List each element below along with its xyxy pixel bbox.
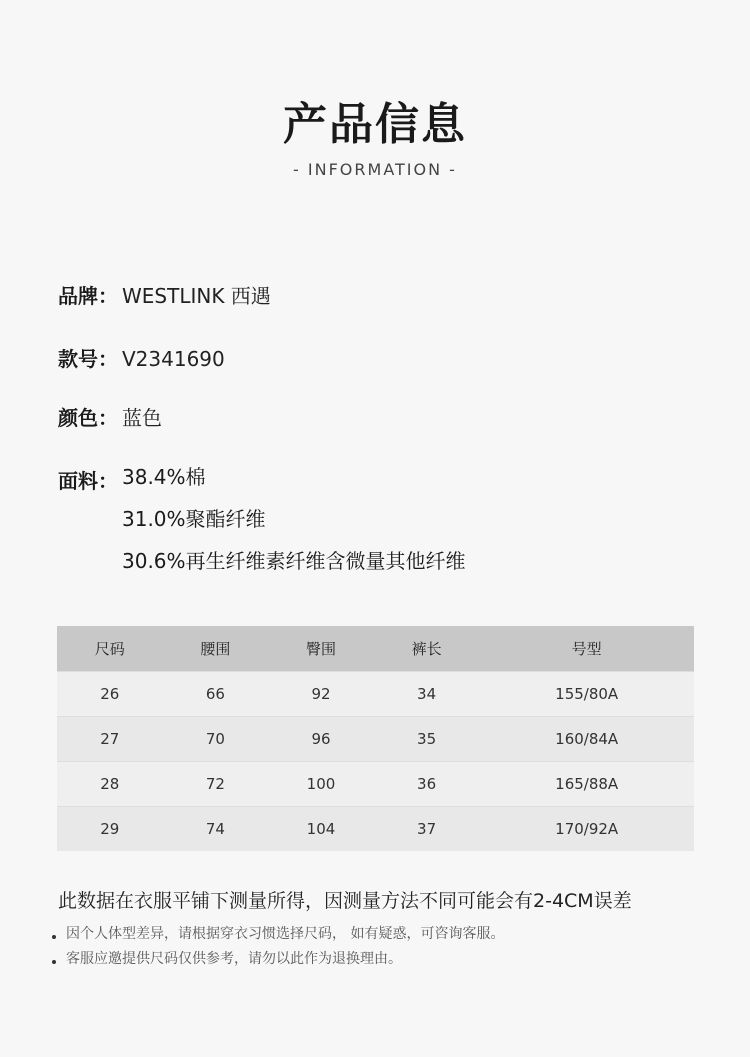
fabric-composition (122, 465, 466, 591)
column-header-hip: 臀围 (268, 626, 374, 672)
size-table-header (57, 626, 694, 672)
table-cell: 72 (163, 762, 269, 807)
table-cell: 170/92A (479, 807, 694, 852)
table-cell: 165/88A (479, 762, 694, 807)
table-cell: 70 (163, 717, 269, 762)
model-row (58, 343, 225, 372)
measurement-note: 此数据在衣服平铺下测量所得，因测量方法不同可能会有2-4CM误差 (58, 890, 632, 912)
column-header-waist: 腰围 (163, 626, 269, 672)
page-subtitle: - INFORMATION - (293, 160, 457, 179)
list-item (52, 920, 504, 945)
table-row (57, 807, 694, 852)
list-item (52, 945, 504, 970)
table-cell: 100 (268, 762, 374, 807)
table-cell: 74 (163, 807, 269, 852)
brand-value: WESTLINK 西遇 (122, 284, 271, 308)
notes-list (52, 920, 504, 970)
note-text: 客服应邀提供尺码仅供参考，请勿以此作为退换理由。 (66, 950, 402, 967)
table-cell: 29 (57, 807, 163, 852)
fabric-line: 38.4%棉 (122, 465, 206, 489)
brand-label: 品牌： (58, 284, 118, 308)
table-cell: 160/84A (479, 717, 694, 762)
column-header-length: 裤长 (374, 626, 480, 672)
color-label: 颜色： (58, 406, 118, 430)
bullet-dot-icon (52, 960, 56, 964)
model-value: V2341690 (122, 347, 225, 371)
brand-row (58, 280, 271, 309)
table-cell: 66 (163, 672, 269, 717)
fabric-line: 30.6%再生纤维素纤维含微量其他纤维 (122, 549, 466, 573)
size-table (57, 626, 694, 851)
table-cell: 104 (268, 807, 374, 852)
bullet-dot-icon (52, 935, 56, 939)
table-cell: 28 (57, 762, 163, 807)
table-cell: 36 (374, 762, 480, 807)
table-cell: 96 (268, 717, 374, 762)
table-cell: 35 (374, 717, 480, 762)
table-cell: 26 (57, 672, 163, 717)
table-cell: 155/80A (479, 672, 694, 717)
fabric-label: 面料： (58, 469, 118, 493)
table-cell: 34 (374, 672, 480, 717)
column-header-size: 尺码 (57, 626, 163, 672)
note-text: 因个人体型差异，请根据穿衣习惯选择尺码， 如有疑惑，可咨询客服。 (66, 925, 505, 942)
table-row (57, 762, 694, 807)
fabric-line: 31.0%聚酯纤维 (122, 507, 266, 531)
page-title: 产品信息 (283, 99, 467, 150)
column-header-fit: 号型 (479, 626, 694, 672)
fabric-row (58, 465, 466, 591)
table-row (57, 717, 694, 762)
table-cell: 37 (374, 807, 480, 852)
color-row (58, 402, 162, 431)
color-value: 蓝色 (122, 406, 162, 430)
table-cell: 27 (57, 717, 163, 762)
model-label: 款号： (58, 347, 118, 371)
table-row (57, 672, 694, 717)
table-cell: 92 (268, 672, 374, 717)
